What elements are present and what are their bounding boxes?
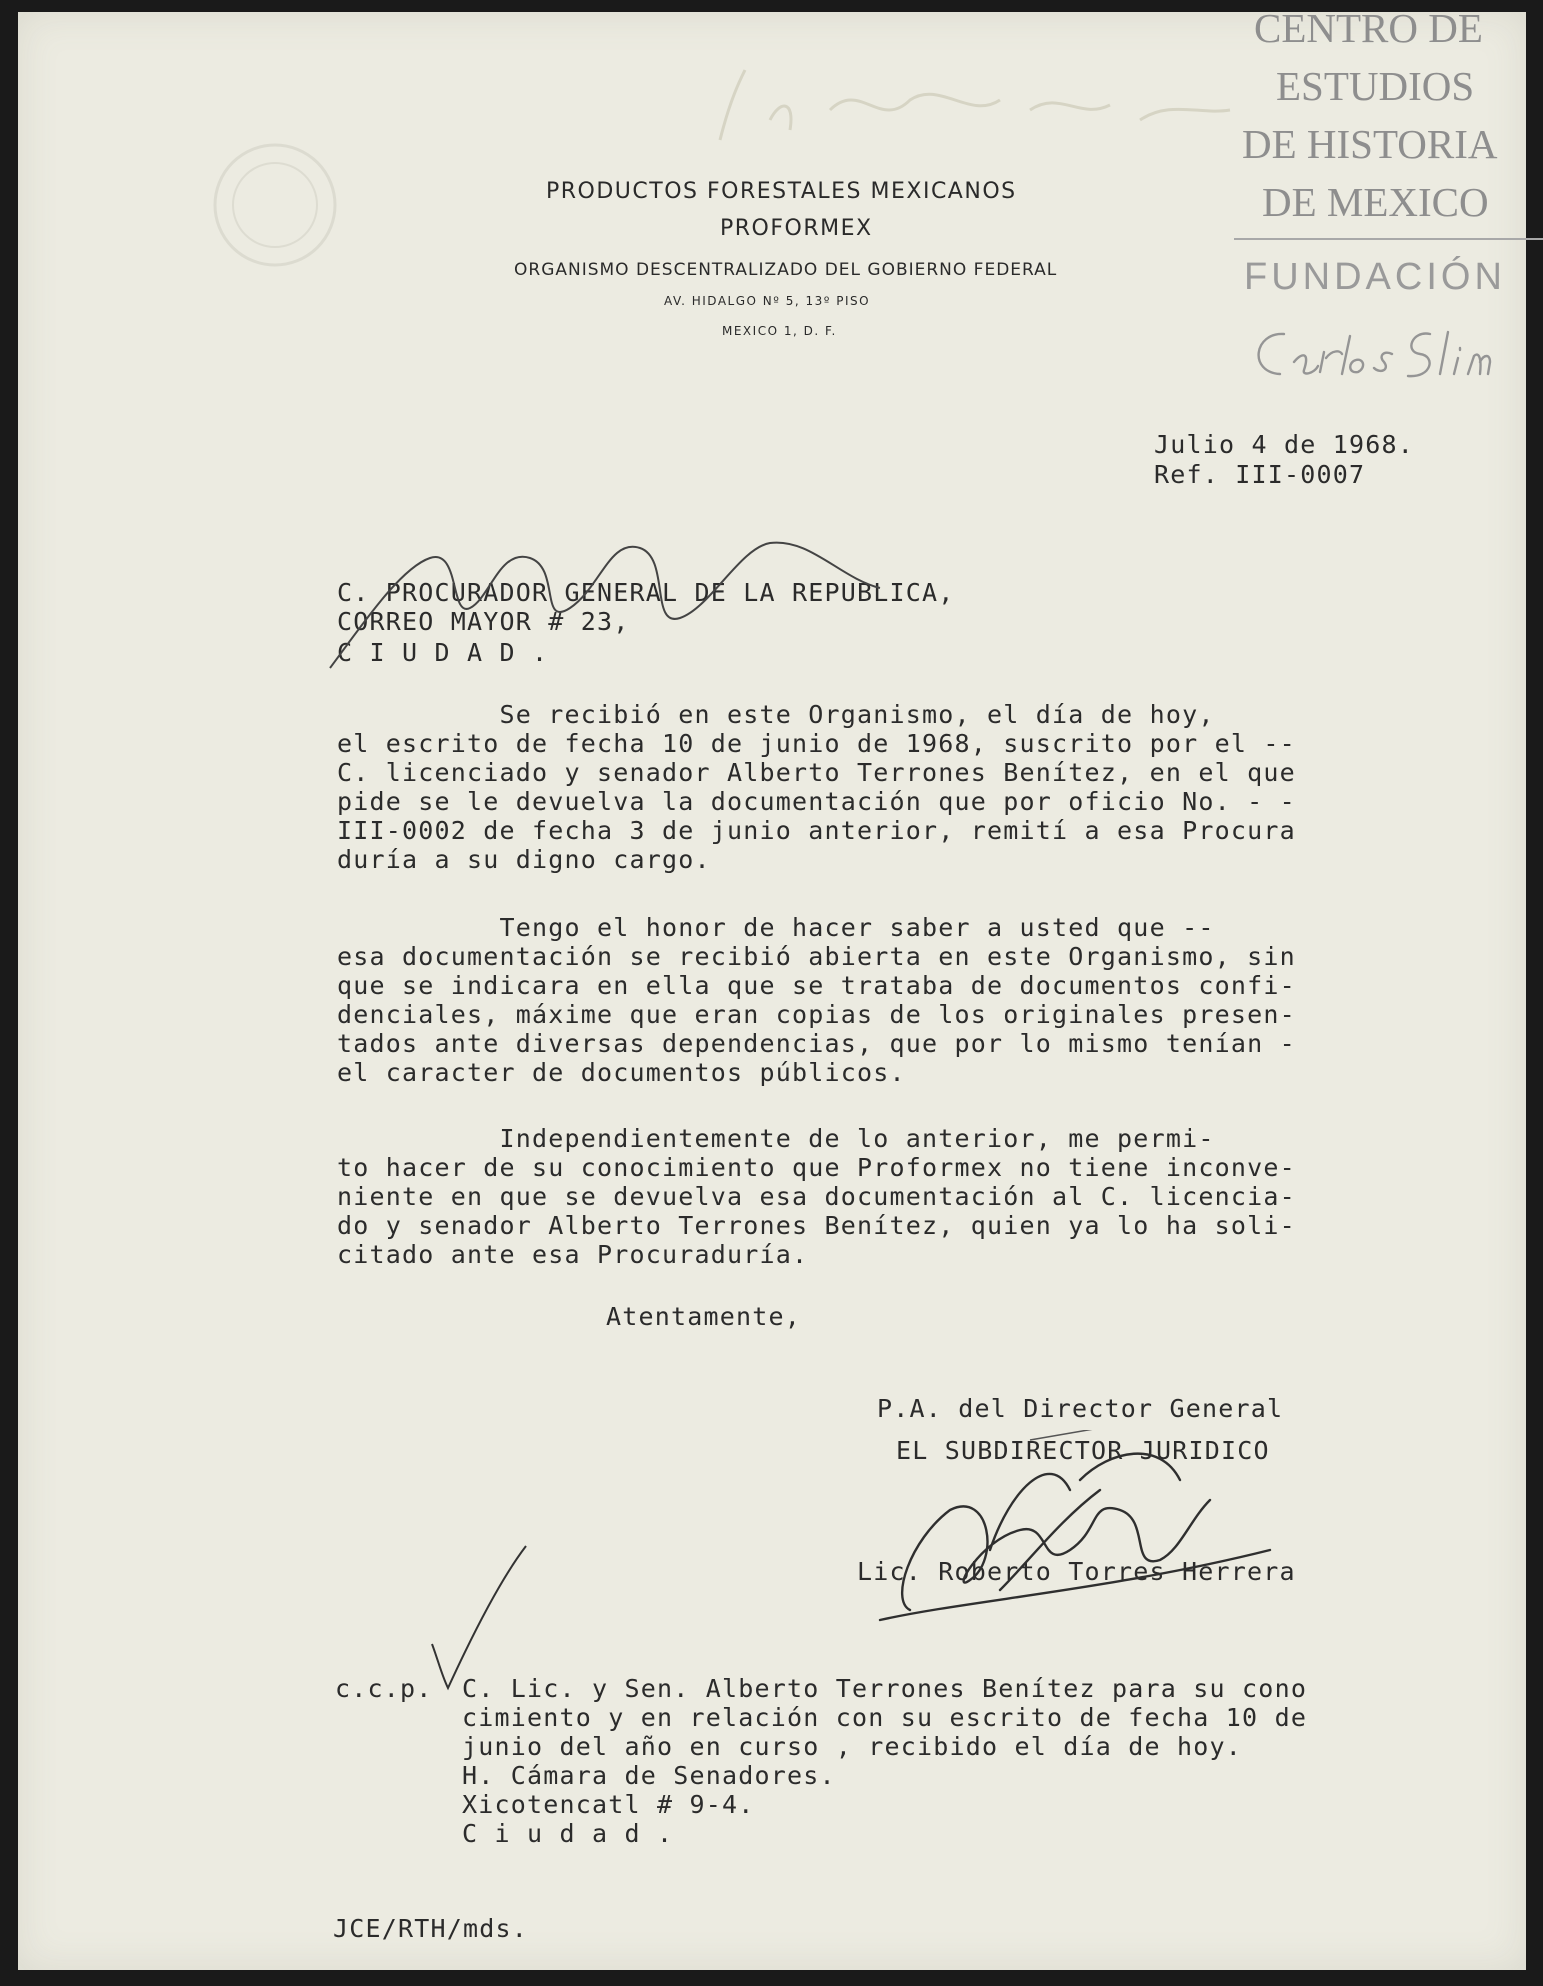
body-line: Tengo el honor de hacer saber a usted que -- <box>337 913 1215 942</box>
body-line: el caracter de documentos públicos. <box>337 1058 906 1087</box>
letterhead-company: PRODUCTOS FORESTALES MEXICANOS <box>546 179 1017 204</box>
letterhead-description: ORGANISMO DESCENTRALIZADO DEL GOBIERNO FEDERAL <box>514 260 1058 280</box>
letterhead-address: AV. HIDALGO Nº 5, 13º PISO <box>664 294 871 308</box>
watermark-line: ESTUDIOS <box>1276 63 1475 109</box>
cc-line: cimiento y en relación con su escrito de fecha 10 de <box>462 1703 1308 1732</box>
typist-initials: JCE/RTH/mds. <box>333 1914 529 1943</box>
watermark-line: CENTRO DE <box>1254 5 1483 51</box>
body-line: Independientemente de lo anterior, me permi- <box>337 1124 1215 1153</box>
body-line: III-0002 de fecha 3 de junio anterior, remití a esa Procura <box>337 816 1296 845</box>
body-line: Se recibió en este Organismo, el día de hoy, <box>337 700 1215 729</box>
handwritten-initials-icon <box>320 528 980 678</box>
body-line: niente en que se devuelva esa documentación al C. licencia- <box>337 1182 1296 1211</box>
body-line: denciales, máxime que eran copias de los originales presen- <box>337 1000 1296 1029</box>
letter-reference: Ref. III-0007 <box>1154 460 1366 489</box>
body-line: duría a su digno cargo. <box>337 845 711 874</box>
signature-name: Lic. Roberto Torres Herrera <box>857 1557 1296 1586</box>
body-line: esa documentación se recibió abierta en este Organismo, sin <box>337 942 1296 971</box>
cc-prefix: c.c.p. <box>335 1674 433 1703</box>
body-line: el escrito de fecha 10 de junio de 1968, suscrito por el -- <box>337 729 1296 758</box>
letter-date: Julio 4 de 1968. <box>1154 430 1415 459</box>
signature-title: P.A. del Director General <box>877 1394 1284 1423</box>
recipient-line: CORREO MAYOR # 23, <box>337 607 630 636</box>
recipient-line: C I U D A D . <box>337 638 549 667</box>
embossed-seal-icon <box>200 130 350 280</box>
body-line: C. licenciado y senador Alberto Terrones Benítez, en el que <box>337 758 1296 787</box>
cc-line: C. Lic. y Sen. Alberto Terrones Benítez para su cono <box>462 1674 1308 1703</box>
cc-line: Xicotencatl # 9-4. <box>462 1790 755 1819</box>
body-line: que se indicara en ella que se trataba de documentos confi- <box>337 971 1296 1000</box>
watermark-line: DE MEXICO <box>1262 179 1489 225</box>
letterhead-city: MEXICO 1, D. F. <box>722 324 837 338</box>
cc-line: junio del año en curso , recibido el día de hoy. <box>462 1732 1243 1761</box>
watermark-divider <box>1234 238 1543 240</box>
closing: Atentamente, <box>606 1302 802 1331</box>
body-line: tados ante diversas dependencias, que por lo mismo tenían - <box>337 1029 1296 1058</box>
body-line: pide se le devuelva la documentación que por oficio No. - - <box>337 787 1296 816</box>
watermark-foundation: FUNDACIÓN <box>1244 256 1506 298</box>
body-line: to hacer de su conocimiento que Proformex no tiene inconve- <box>337 1153 1296 1182</box>
handwritten-signature-icon <box>850 1430 1310 1640</box>
watermark-signature-icon <box>1244 322 1534 384</box>
pencil-annotation-icon <box>700 60 1240 150</box>
body-line: citado ante esa Procuraduría. <box>337 1240 809 1269</box>
signature-position: EL SUBDIRECTOR JURIDICO <box>896 1436 1270 1465</box>
cc-line: C i u d a d . <box>462 1819 674 1848</box>
body-line: do y senador Alberto Terrones Benítez, quien ya lo ha soli- <box>337 1211 1296 1240</box>
watermark-line: DE HISTORIA <box>1242 121 1498 167</box>
recipient-line: C. PROCURADOR GENERAL DE LA REPUBLICA, <box>337 578 955 607</box>
letterhead-acronym: PROFORMEX <box>720 216 873 241</box>
cc-line: H. Cámara de Senadores. <box>462 1761 836 1790</box>
